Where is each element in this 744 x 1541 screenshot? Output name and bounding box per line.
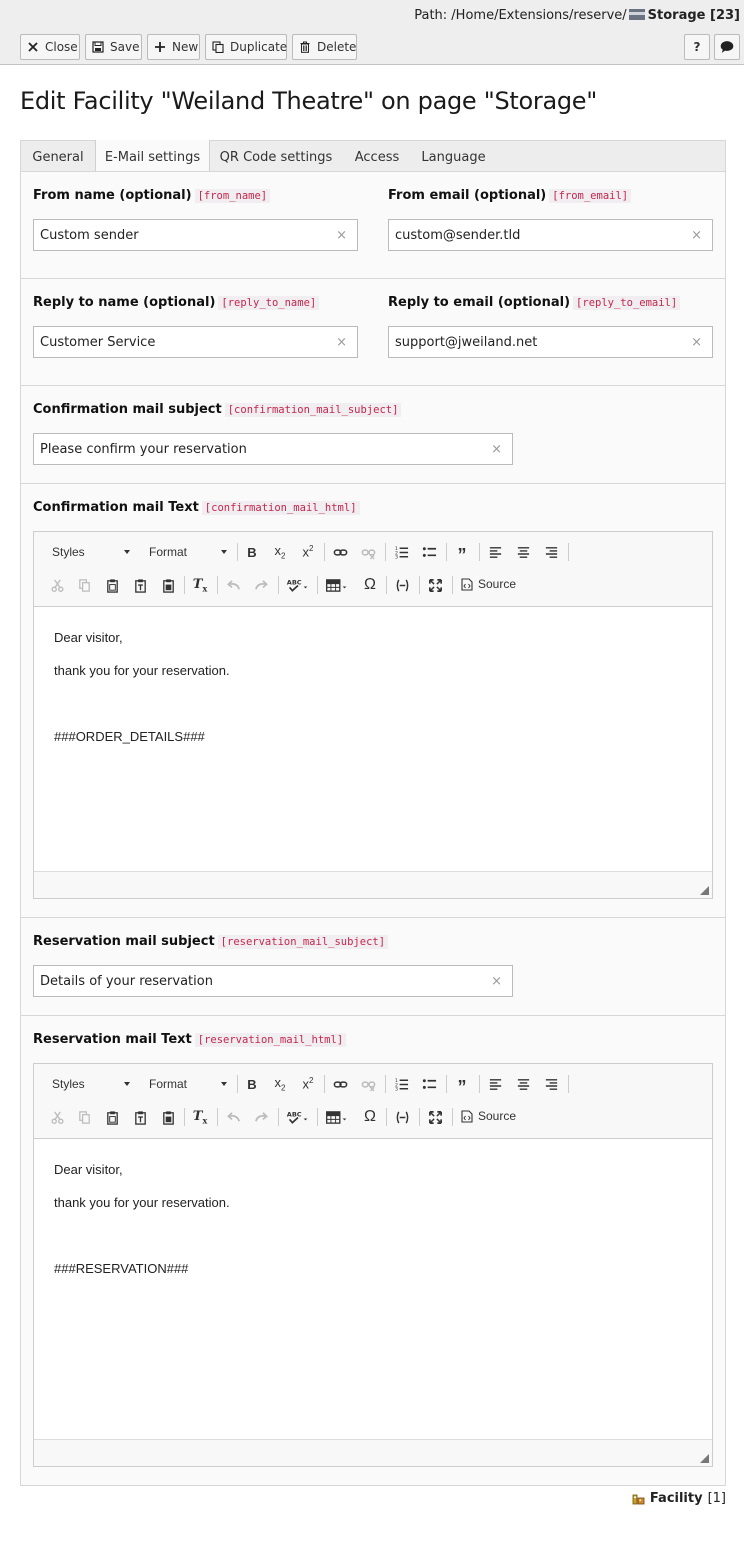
copy-icon[interactable]: [73, 574, 95, 596]
unlink-icon[interactable]: [357, 541, 379, 563]
superscript-icon[interactable]: $x^2$: [302, 544, 314, 560]
duplicate-button-label: Duplicate: [230, 40, 288, 54]
divider: [21, 483, 725, 484]
clear-icon[interactable]: ×: [691, 228, 702, 243]
align-center-icon[interactable]: [512, 541, 534, 563]
record-uid: [1]: [707, 1491, 726, 1506]
paste-word-icon[interactable]: [157, 574, 179, 596]
delete-button[interactable]: [292, 34, 357, 60]
toolbar-separator: [419, 576, 420, 594]
email-settings-panel: [20, 171, 726, 1486]
rte-statusbar: [34, 1439, 712, 1466]
blockquote-icon[interactable]: ”: [457, 1077, 467, 1097]
input-value: Details of your reservation: [40, 973, 213, 989]
resize-handle-icon[interactable]: [700, 886, 709, 895]
toolbar-separator: [237, 1075, 238, 1093]
toolbar-separator: [324, 1075, 325, 1093]
special-char-icon[interactable]: Ω: [364, 1108, 376, 1125]
unlink-icon[interactable]: [357, 1073, 379, 1095]
input-value: Please confirm your reservation: [40, 441, 247, 457]
breadcrumb: [414, 8, 740, 23]
bold-icon[interactable]: B: [247, 1076, 257, 1092]
toolbar-separator: [278, 1108, 279, 1126]
save-button-label: Save: [110, 40, 140, 54]
soft-hyphen-icon[interactable]: [391, 574, 413, 596]
chevron-down-icon: [221, 550, 227, 554]
save-button[interactable]: [85, 34, 142, 60]
tab-bar: [20, 140, 726, 172]
paste-icon[interactable]: [101, 1106, 123, 1128]
chevron-down-icon: [221, 1082, 227, 1086]
table-icon[interactable]: [322, 1106, 352, 1128]
svg-text:1: 1: [394, 546, 398, 552]
source-button[interactable]: [461, 577, 516, 591]
superscript-icon[interactable]: $x^2$: [302, 1076, 314, 1092]
undo-icon[interactable]: [222, 574, 244, 596]
chat-button[interactable]: [714, 34, 740, 60]
paste-text-icon[interactable]: [129, 574, 151, 596]
from-name-label: From name (optional) [from_name]: [33, 188, 270, 203]
reservation-text-label: Reservation mail Text [reservation_mail_html]: [33, 1032, 346, 1047]
format-dropdown-label: Format: [149, 1077, 188, 1091]
confirmation-subject-input[interactable]: [33, 433, 513, 465]
path-label: Path: /Home/Extensions/reserve/: [414, 8, 627, 23]
help-button[interactable]: [684, 34, 710, 60]
tab-label: E-Mail settings: [104, 149, 201, 165]
clear-icon[interactable]: ×: [491, 442, 502, 457]
close-button-label: Close: [45, 40, 78, 54]
tab-qr-code-settings[interactable]: [210, 141, 342, 173]
maximize-icon[interactable]: [424, 574, 446, 596]
spellcheck-icon[interactable]: [283, 1106, 313, 1128]
maximize-icon[interactable]: [424, 1106, 446, 1128]
remove-format-icon[interactable]: $T_x$: [192, 1108, 208, 1126]
duplicate-icon: [212, 41, 224, 53]
toolbar-separator: [385, 543, 386, 561]
svg-text:ABC: ABC: [286, 1110, 302, 1119]
svg-text:1: 1: [394, 1078, 398, 1084]
rte-paragraph: thank you for your reservation.: [54, 1195, 230, 1210]
field-name-badge: [reply_to_name]: [218, 296, 319, 310]
tab-label: Access: [354, 149, 400, 165]
chevron-down-icon: [124, 550, 130, 554]
bold-icon[interactable]: B: [247, 544, 257, 560]
tab-language[interactable]: [412, 141, 495, 173]
toolbar-separator: [452, 1108, 453, 1126]
tab-email-settings[interactable]: [95, 140, 210, 174]
toolbar-separator: [568, 1075, 569, 1093]
source-button[interactable]: [461, 1109, 516, 1123]
toolbar-separator: [568, 543, 569, 561]
rte-content[interactable]: [34, 1139, 712, 1439]
rte-paragraph: ###ORDER_DETAILS###: [54, 729, 205, 744]
tab-label: Language: [421, 149, 486, 165]
format-dropdown-label: Format: [149, 545, 188, 559]
spellcheck-icon[interactable]: [283, 574, 313, 596]
source-button-label: Source: [478, 577, 517, 591]
rte-toolbar: [34, 1064, 712, 1139]
reservation-subject-input[interactable]: [33, 965, 513, 997]
confirmation-text-label: Confirmation mail Text [confirmation_mail_html]: [33, 500, 360, 515]
field-name-badge: [from_email]: [549, 189, 631, 203]
page-title: Edit Facility "Weiland Theatre" on page "Storage": [20, 87, 598, 115]
toolbar-separator: [324, 543, 325, 561]
rte-paragraph: ###RESERVATION###: [54, 1261, 189, 1276]
toolbar-separator: [446, 1075, 447, 1093]
toolbar-separator: [317, 576, 318, 594]
numbered-list-icon[interactable]: [390, 1073, 412, 1095]
from-name-input[interactable]: [33, 219, 358, 251]
field-name-badge: [reservation_mail_html]: [195, 1033, 346, 1047]
styles-dropdown[interactable]: [52, 540, 130, 564]
clear-icon[interactable]: ×: [691, 335, 702, 350]
chevron-down-icon: [124, 1082, 130, 1086]
paste-icon[interactable]: [101, 574, 123, 596]
toolbar-separator: [278, 576, 279, 594]
rte-content[interactable]: [34, 607, 712, 871]
clear-icon[interactable]: ×: [491, 974, 502, 989]
toolbar-separator: [479, 1075, 480, 1093]
tab-general[interactable]: [21, 141, 95, 173]
toolbar-separator: [452, 576, 453, 594]
docheader: [0, 0, 744, 65]
redo-icon[interactable]: [250, 574, 272, 596]
special-char-icon[interactable]: Ω: [364, 576, 376, 593]
new-button-label: New: [172, 40, 199, 54]
reply-to-email-label: Reply to email (optional) [reply_to_email]: [388, 295, 680, 310]
toolbar-separator: [386, 576, 387, 594]
delete-button-label: Delete: [317, 40, 357, 54]
clear-icon[interactable]: ×: [336, 335, 347, 350]
reply-to-name-label: Reply to name (optional) [reply_to_name]: [33, 295, 319, 310]
toolbar-separator: [446, 543, 447, 561]
undo-icon[interactable]: [222, 1106, 244, 1128]
source-icon: [461, 1110, 473, 1123]
divider: [21, 1015, 725, 1016]
toolbar-separator: [184, 1108, 185, 1126]
rte-toolbar: [34, 532, 712, 607]
tab-label: General: [32, 149, 84, 165]
svg-text:2: 2: [394, 1082, 398, 1088]
rte-paragraph: Dear visitor,: [54, 1162, 123, 1177]
close-button[interactable]: [20, 34, 80, 60]
trash-icon: [299, 41, 311, 53]
styles-dropdown-label: Styles: [52, 545, 85, 559]
toolbar-separator: [385, 1075, 386, 1093]
field-name-badge: [confirmation_mail_html]: [202, 501, 360, 515]
path-page[interactable]: Storage [23]: [647, 8, 740, 23]
bullet-list-icon[interactable]: [418, 541, 440, 563]
align-left-icon[interactable]: [484, 541, 506, 563]
toolbar-separator: [237, 543, 238, 561]
cut-icon[interactable]: [46, 1106, 68, 1128]
rte-paragraph: Dear visitor,: [54, 630, 123, 645]
svg-text:2: 2: [394, 550, 398, 556]
rte-paragraph: thank you for your reservation.: [54, 663, 230, 678]
svg-text:3: 3: [394, 1087, 398, 1092]
table-icon[interactable]: [322, 574, 352, 596]
toolbar-separator: [479, 543, 480, 561]
align-right-icon[interactable]: [540, 1073, 562, 1095]
input-value: Customer Service: [40, 334, 156, 350]
align-right-icon[interactable]: [540, 541, 562, 563]
from-email-input[interactable]: [388, 219, 713, 251]
toolbar-separator: [317, 1108, 318, 1126]
close-icon: [27, 41, 39, 53]
from-email-label: From email (optional) [from_email]: [388, 188, 631, 203]
save-icon: [92, 41, 104, 53]
reply-to-name-input[interactable]: [33, 326, 358, 358]
styles-dropdown[interactable]: [52, 1072, 130, 1096]
facility-icon: [632, 1492, 645, 1505]
copy-icon[interactable]: [73, 1106, 95, 1128]
styles-dropdown-label: Styles: [52, 1077, 85, 1091]
toolbar-separator: [386, 1108, 387, 1126]
input-value: Custom sender: [40, 227, 139, 243]
reservation-text-editor: [33, 1063, 713, 1467]
source-icon: [461, 578, 473, 591]
record-type: Facility: [649, 1491, 703, 1506]
subscript-icon[interactable]: $x_2$: [274, 543, 286, 561]
record-info: [632, 1491, 726, 1506]
field-name-badge: [from_name]: [195, 189, 271, 203]
subscript-icon[interactable]: $x_2$: [274, 1075, 286, 1093]
svg-text:3: 3: [394, 555, 398, 560]
field-name-badge: [confirmation_mail_subject]: [225, 403, 402, 417]
link-icon[interactable]: [329, 541, 351, 563]
soft-hyphen-icon[interactable]: [391, 1106, 413, 1128]
align-center-icon[interactable]: [512, 1073, 534, 1095]
confirmation-subject-label: Confirmation mail subject [confirmation_mail_subject]: [33, 402, 401, 417]
divider: [21, 385, 725, 386]
blockquote-icon[interactable]: ”: [457, 545, 467, 565]
format-dropdown[interactable]: [149, 1072, 227, 1096]
new-button[interactable]: [147, 34, 200, 60]
source-button-label: Source: [478, 1109, 517, 1123]
toolbar-separator: [217, 1108, 218, 1126]
reservation-subject-label: Reservation mail subject [reservation_mail_subject]: [33, 934, 388, 949]
tab-access[interactable]: [342, 141, 412, 173]
clear-icon[interactable]: ×: [336, 228, 347, 243]
help-icon: ?: [693, 40, 701, 54]
link-icon[interactable]: [329, 1073, 351, 1095]
divider: [21, 917, 725, 918]
remove-format-icon[interactable]: $T_x$: [192, 576, 208, 594]
reply-to-email-input[interactable]: [388, 326, 713, 358]
speech-bubble-icon: [720, 40, 734, 54]
bullet-list-icon[interactable]: [418, 1073, 440, 1095]
toolbar-separator: [184, 576, 185, 594]
field-name-badge: [reply_to_email]: [573, 296, 680, 310]
rte-statusbar: [34, 871, 712, 898]
divider: [21, 278, 725, 279]
duplicate-button[interactable]: [205, 34, 287, 60]
input-value: support@jweiland.net: [395, 334, 538, 350]
input-value: custom@sender.tld: [395, 227, 521, 243]
paste-text-icon[interactable]: [129, 1106, 151, 1128]
align-left-icon[interactable]: [484, 1073, 506, 1095]
field-name-badge: [reservation_mail_subject]: [218, 935, 388, 949]
tab-label: QR Code settings: [219, 149, 333, 165]
numbered-list-icon[interactable]: [390, 541, 412, 563]
redo-icon[interactable]: [250, 1106, 272, 1128]
svg-text:ABC: ABC: [286, 578, 302, 587]
paste-word-icon[interactable]: [157, 1106, 179, 1128]
toolbar-separator: [419, 1108, 420, 1126]
page-icon: [629, 9, 645, 20]
format-dropdown[interactable]: [149, 540, 227, 564]
confirmation-text-editor: [33, 531, 713, 899]
resize-handle-icon[interactable]: [700, 1454, 709, 1463]
plus-icon: [154, 41, 166, 53]
toolbar-separator: [217, 576, 218, 594]
cut-icon[interactable]: [46, 574, 68, 596]
